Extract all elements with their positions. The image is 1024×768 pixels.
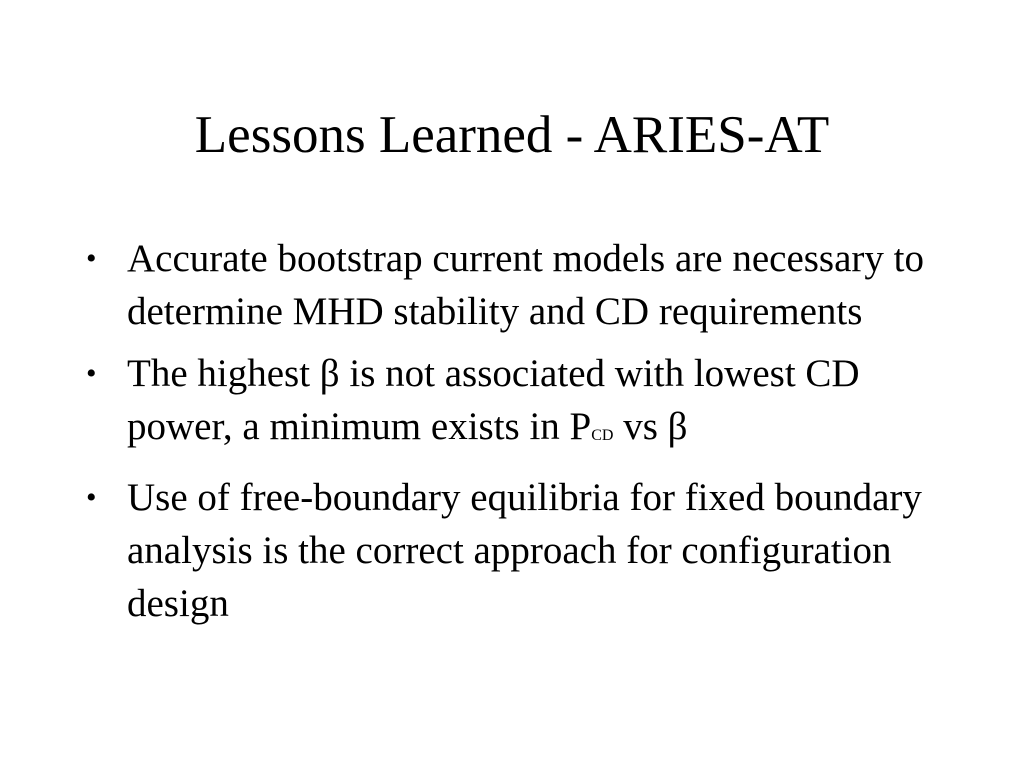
bullet-text — [127, 347, 966, 462]
bullet-dot-icon: • — [86, 242, 97, 275]
subscript-cd: CD — [591, 427, 614, 444]
bullet-text: Use of free-boundary equilibria for fixed boundary analysis is the correct approach for configuration design — [127, 476, 922, 625]
bullet-dot-icon: • — [86, 481, 97, 514]
bullet-list — [86, 232, 966, 639]
bullet-text-part: vs β — [613, 405, 688, 448]
bullet-dot-icon: • — [86, 357, 97, 390]
bullet-text: Accurate bootstrap current models are necessary to determine MHD stability and CD requirements — [127, 237, 924, 333]
bullet-text-part: The highest β is not associated with lowest CD power, a minimum exists in P — [127, 352, 860, 448]
bullet-item-beta — [86, 347, 966, 462]
bullet-item-free-boundary — [86, 471, 966, 630]
slide-title: Lessons Learned - ARIES-AT — [194, 106, 830, 164]
bullet-item-bootstrap — [86, 232, 966, 338]
